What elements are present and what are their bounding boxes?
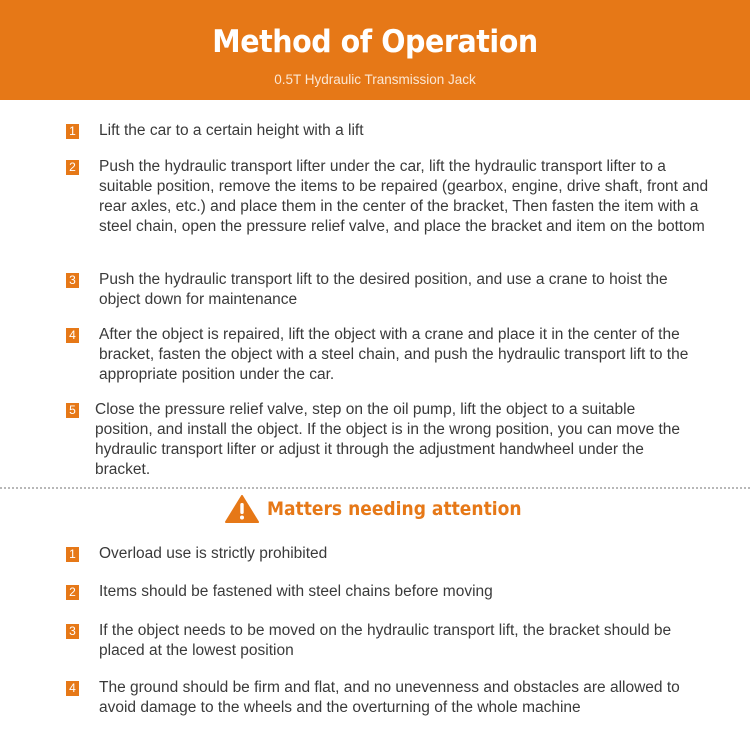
step-number-badge: 3	[66, 273, 79, 288]
step-number-badge: 5	[66, 403, 79, 418]
step-number-badge: 4	[66, 328, 79, 343]
item-text: Items should be fastened with steel chains before moving	[99, 583, 493, 600]
header-banner	[0, 0, 750, 100]
item-number-badge: 3	[66, 624, 79, 639]
item-text: If the object needs to be moved on the hydraulic transport lift, the bracket should be placed at the lowest position	[99, 622, 672, 659]
step-text: Push the hydraulic transport lift to the desired position, and use a crane to hoist the object down for maintenance	[99, 271, 668, 308]
dotted-divider	[0, 487, 750, 489]
step-number-badge: 1	[66, 124, 79, 139]
step-text: Push the hydraulic transport lifter under the car, lift the hydraulic transport lifter to a suitable position, remove the items to be repaired (gearbox, engine, drive shaft, front and rear axles, etc.) and place them in the center of the bracket, Then fasten the item with a steel chain, open the pressure relief valve, and place the bracket and item on the bottom	[99, 158, 709, 235]
attention-title: Matters needing attention	[267, 498, 522, 520]
page-subtitle: 0.5T Hydraulic Transmission Jack	[274, 72, 476, 87]
item-number-badge: 1	[66, 547, 79, 562]
attention-heading	[225, 495, 545, 525]
step-text: Close the pressure relief valve, step on the oil pump, lift the object to a suitable position, and install the object. If the object is in the wrong position, you can move the hydraulic transport lifter or adjust it through the adjustment handwheel under the bracket.	[95, 401, 681, 478]
step-text: After the object is repaired, lift the object with a crane and place it in the center of the bracket, fasten the object with a steel chain, and push the hydraulic transport lift to the appropriate position under the car.	[99, 326, 689, 383]
item-number-badge: 4	[66, 681, 79, 696]
step-text: Lift the car to a certain height with a lift	[99, 122, 364, 139]
page-title: Method of Operation	[212, 24, 538, 60]
item-number-badge: 2	[66, 585, 79, 600]
item-text: Overload use is strictly prohibited	[99, 545, 328, 562]
item-text: The ground should be firm and flat, and no unevenness and obstacles are allowed to avoid damage to the wheels and the overturning of the whole machine	[99, 679, 680, 716]
warning-icon	[225, 495, 259, 523]
step-number-badge: 2	[66, 160, 79, 175]
